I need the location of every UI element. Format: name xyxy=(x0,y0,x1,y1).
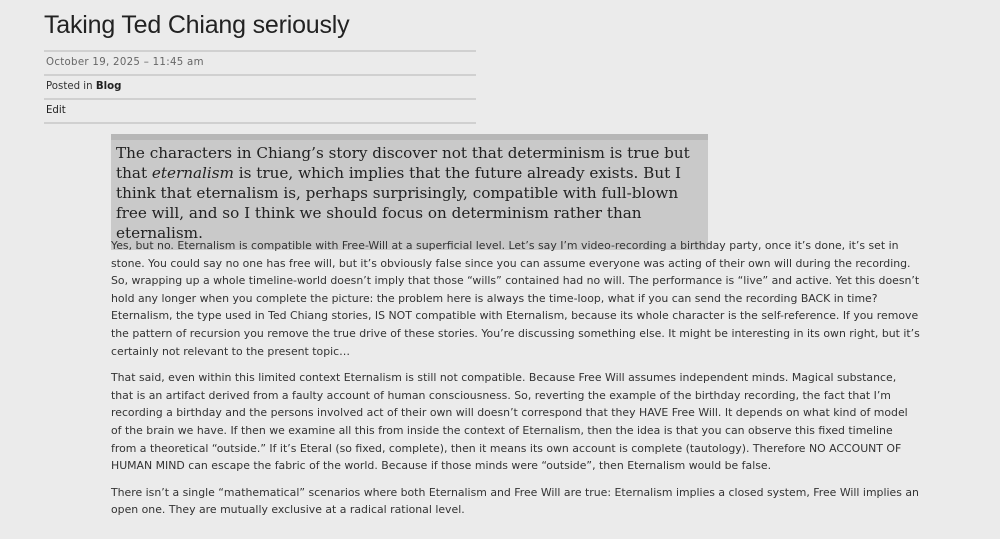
post-category-row xyxy=(44,74,476,98)
category-link-blog[interactable]: Blog xyxy=(95,81,122,92)
post-body xyxy=(111,237,921,528)
quote-text-after: is true, which implies that the future already exists. But I think that eternalism is, perhaps surprisingly, compatible with full-blown free will, and so I think we should focus on determinism rather than eternalism. xyxy=(116,164,682,242)
quote-text xyxy=(116,143,705,243)
post-date: October 19, 2025 – 11:45 am xyxy=(46,57,204,68)
post-date-row xyxy=(44,50,476,74)
posted-in-label: Posted in xyxy=(46,81,93,92)
edit-link[interactable]: Edit xyxy=(46,105,66,116)
body-paragraph-1: Yes, but no. Eternalism is compatible with Free-Will at a superficial level. Let’s say I’m video-recording a birthday party, once it’s done, it’s set in stone. You could say no one has free will, but it’s obviously false since you can assume everyone was acting of their own will during the recording. So, wrapping up a whole timeline-world doesn’t imply that those “wills” contained had no will. The performance is “live” and active. Yet this doesn’t hold any longer when you complete the picture: the problem here is always the time-loop, what if you can send the recording BACK in time? Eternalism, the type used in Ted Chiang stories, IS NOT compatible with Eternalism, because its whole character is the self-reference. If you remove the pattern of recursion you remove the true drive of these stories. You’re discussing something else. It might be interesting in its own right, but it’s certainly not relevant to the present topic… xyxy=(111,239,920,358)
body-paragraph-2: That said, even within this limited context Eternalism is still not compatible. Because Free Will assumes independent minds. Magical substance, that is an artifact derived from a faulty account of human consciousness. So, reverting the example of the birthday recording, the fact that I’m recording a birthday and the persons involved act of their own will doesn’t correspond that they HAVE Free Will. It depends on what kind of model of the brain we have. If then we examine all this from inside the context of Eternalism, then the idea is that you can observe this fixed timeline from a theoretical “outside.” If it’s Eteral (so fixed, complete), then it means its own account is complete (tautology). Therefore NO ACCOUNT OF HUMAN MIND can escape the fabric of the world. Because if those minds were “outside”, then Eternalism would be false. xyxy=(111,371,908,473)
quote-text-before: The characters in Chiang’s story discover not that determinism is true but that xyxy=(116,144,690,182)
post-edit-row xyxy=(44,98,476,124)
body-paragraph-3: There isn’t a single “mathematical” scenarios where both Eternalism and Free Will are true: Eternalism implies a closed system, Free Will implies an open one. They are mutually exclusive at a radical rational level. xyxy=(111,485,919,517)
block-quote xyxy=(111,134,708,250)
post-title: Taking Ted Chiang seriously xyxy=(44,11,350,39)
quote-emphasis: eternalism xyxy=(151,164,234,182)
post-meta xyxy=(44,50,476,124)
